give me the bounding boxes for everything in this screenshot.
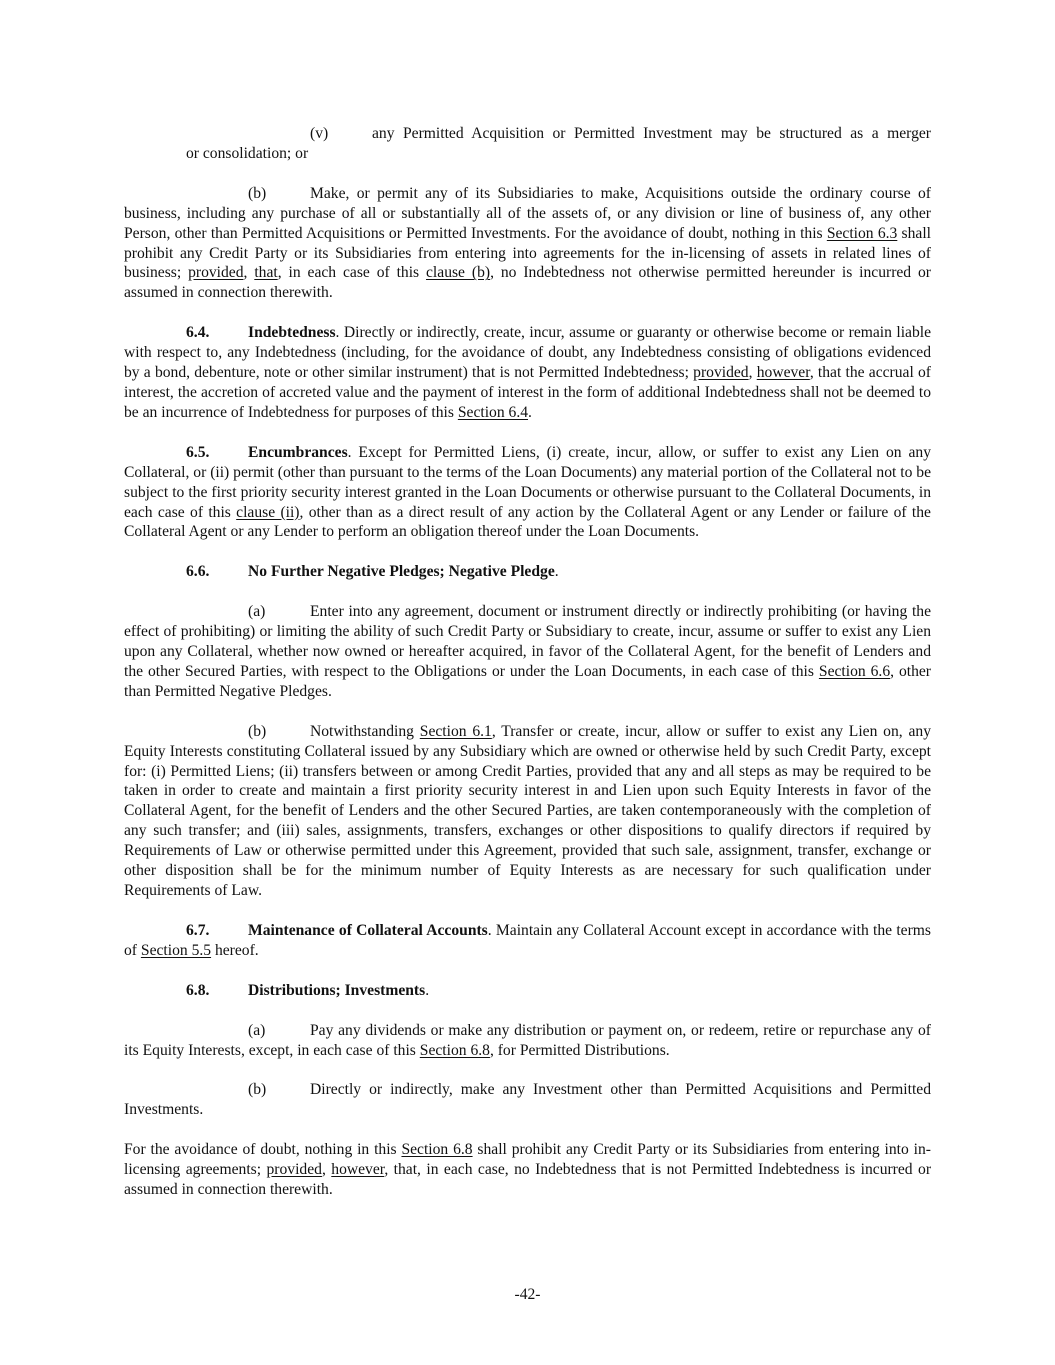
clause-b-link[interactable]: clause (b) bbox=[426, 264, 491, 282]
section-6-6-b-label: (b) bbox=[248, 722, 267, 740]
section-6-6-a-paragraph: (a) Enter into any agreement, document or instrument directly or indirectly prohibiting (or having the effect of prohibiting) or limiting the ability of such Credit Party or Subsidiary to create, incur, assume or suffer to exist any Lien upon any Collateral, whether now owned or hereafter acquired, in favor of the Collateral Agent, for the benefit of Lenders and the other Secured Parties, with respect to the Obligations or under the Loan Documents, in each case of this Section 6.6, other than Permitted Negative Pledges. bbox=[124, 603, 932, 700]
section-6-7-number: 6.7. bbox=[186, 921, 210, 939]
acquisitions-b-paragraph: (b) Make, or permit any of its Subsidiaries to make, Acquisitions outside the ordinary course of business, including any purchase of all or substantially all of the assets of, or any division or line of business of, any other Person, other than Permitted Acquisitions or Permitted Investments. For the avoidance of doubt, nothing in this Section 6.3 shall prohibit any Credit Party or its Subsidiaries from entering into agreements for the in-licensing of assets in related lines of business; provided, that, in each case of this clause (b), no Indebtedness not otherwise permitted hereunder is incurred or assumed in connection therewith. bbox=[124, 184, 931, 302]
clause-ii-link[interactable]: clause (ii) bbox=[236, 503, 300, 521]
acquisitions-b-label: (b) bbox=[248, 184, 267, 202]
section-6-6-a-label: (a) bbox=[248, 603, 266, 621]
section-6-6-heading: 6.6. No Further Negative Pledges; Negative Pledge. bbox=[186, 563, 559, 581]
section-6-5-number: 6.5. bbox=[186, 443, 210, 461]
section-6-8-number: 6.8. bbox=[186, 981, 210, 999]
section-6-5-title: Encumbrances bbox=[248, 443, 348, 461]
section-6-6-link[interactable]: Section 6.6 bbox=[818, 662, 891, 680]
item-v-line2: or consolidation; or bbox=[186, 144, 309, 162]
section-6-8-b-paragraph: (b) Directly or indirectly, make any Investment other than Permitted Acquisitions and Permitted Investments. bbox=[124, 1081, 931, 1119]
section-6-4-paragraph: 6.4. Indebtedness. Directly or indirectly, create, incur, assume or guaranty or otherwise become or remain liable with respect to, any Indebtedness (including, for the avoidance of doubt, any Indebtedness consisting of obligations evidenced by a bond, debenture, note or other similar instrument) that is not Permitted Indebtedness; provided, however, that the accrual of interest, the accretion of accreted value and the payment of interest in the form of additional Indebtedness shall not be deemed to be an incurrence of Indebtedness for purposes of this Section 6.4. bbox=[124, 324, 932, 421]
closing-section-6-8-link[interactable]: Section 6.8 bbox=[401, 1141, 473, 1159]
section-6-8-link[interactable]: Section 6.8 bbox=[419, 1041, 490, 1059]
closing-paragraph: For the avoidance of doubt, nothing in this Section 6.8 shall prohibit any Credit Party or its Subsidiaries from entering into in-licensing agreements; provided, however, that, in each case, no Indebtedness that is not Permitted Indebtedness is incurred or assumed in connection therewith. bbox=[124, 1141, 932, 1199]
section-6-7-title: Maintenance of Collateral Accounts bbox=[248, 921, 488, 939]
section-6-7-paragraph: 6.7. Maintenance of Collateral Accounts. Maintain any Collateral Account except in accordance with the terms of Section 5.5 hereof. bbox=[124, 921, 931, 959]
section-6-3-link[interactable]: Section 6.3 bbox=[826, 224, 898, 242]
section-6-8-title: Distributions; Investments bbox=[248, 981, 426, 999]
section-6-8-heading: 6.8. Distributions; Investments. bbox=[186, 981, 430, 999]
section-6-8-a-label: (a) bbox=[248, 1021, 266, 1039]
section-6-8-a-paragraph: (a) Pay any dividends or make any distribution or payment on, or redeem, retire or repurchase any of its Equity Interests, except, in each case of this Section 6.8, for Permitted Distributions. bbox=[124, 1021, 931, 1059]
section-6-4-title: Indebtedness bbox=[248, 324, 336, 342]
section-6-1-link[interactable]: Section 6.1 bbox=[419, 722, 492, 740]
section-6-6-b-paragraph: (b) Notwithstanding Section 6.1, Transfer or create, incur, allow or suffer to exist any Lien on, any Equity Interests constituting Collateral issued by any Subsidiary which are owned or otherwise held by such Credit Party, except for: (i) Permitted Liens; (ii) transfers between or among Credit Parties, provided that any and all steps as may be required to be taken in order to create and maintain a first priority security interest in and Lien upon such Equity Interests in favor of the Collateral Agent, for the benefit of Lenders and the other Secured Parties, are taken contemporaneously with the completion of any such transfer; and (iii) sales, assignments, transfers, exchanges or other dispositions to qualify directors if required by Requirements of Law or otherwise permitted under this Agreement, provided that such sale, assignment, transfer, exchange or other disposition shall be for the minimum number of Equity Interests as are necessary for such qualification under Requirements of Law. bbox=[124, 722, 931, 899]
section-6-6-number: 6.6. bbox=[186, 563, 210, 581]
section-6-6-title: No Further Negative Pledges; Negative Pledge bbox=[248, 563, 555, 581]
item-v-paragraph bbox=[124, 124, 931, 164]
item-v-line1: any Permitted Acquisition or Permitted Investment may be structured as a merger bbox=[372, 125, 931, 142]
section-6-8-b-label: (b) bbox=[248, 1081, 267, 1099]
section-6-5-paragraph: 6.5. Encumbrances. Except for Permitted Liens, (i) create, incur, allow, or suffer to exist any Lien on any Collateral, or (ii) permit (other than pursuant to the terms of the Loan Documents) any material portion of the Collateral not to be subject to the first priority security interest granted in the Loan Documents or otherwise pursuant to the Collateral Documents, in each case of this clause (ii), other than as a direct result of any action by the Collateral Agent or any Lender or failure of the Collateral Agent or any Lender to perform an obligation thereof under the Loan Documents. bbox=[124, 443, 931, 541]
section-6-4-link[interactable]: Section 6.4 bbox=[457, 403, 529, 421]
section-6-4-number: 6.4. bbox=[186, 324, 210, 342]
document-page bbox=[124, 124, 931, 1220]
item-v-label: (v) bbox=[310, 125, 329, 142]
section-5-5-link[interactable]: Section 5.5 bbox=[140, 941, 212, 959]
page-number: -42- bbox=[514, 1286, 541, 1303]
